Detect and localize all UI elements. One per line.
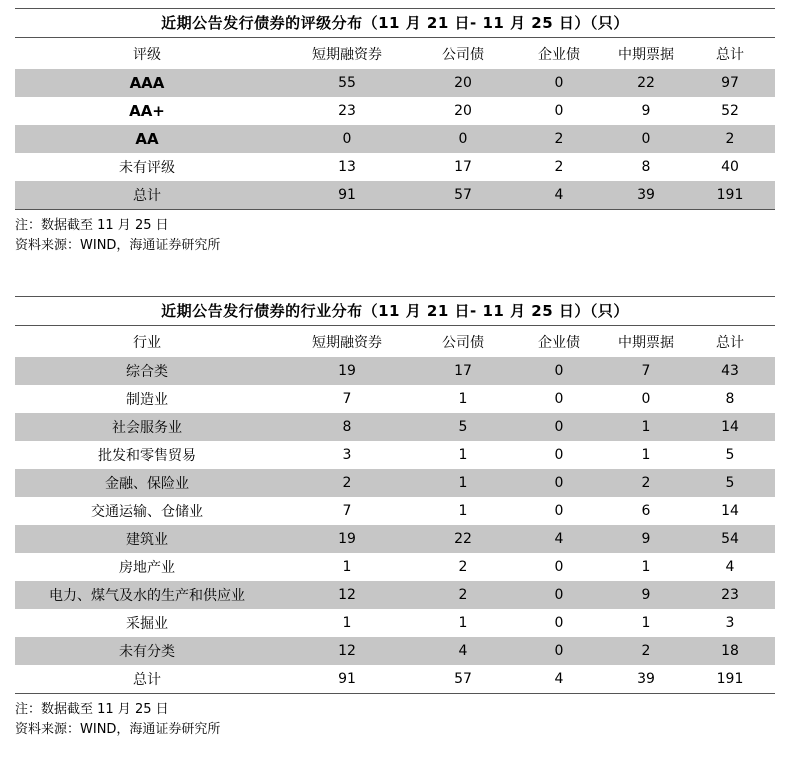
table-row bbox=[15, 637, 775, 665]
value-cell: 1 bbox=[458, 447, 468, 463]
value-cell: 0 bbox=[511, 413, 607, 441]
column-header: 中期票据 bbox=[618, 46, 674, 63]
table-row bbox=[15, 581, 775, 609]
table-row bbox=[15, 441, 775, 469]
value-cell: 5 bbox=[415, 413, 511, 441]
rating-distribution-block bbox=[15, 8, 775, 256]
value-cell: 43 bbox=[685, 357, 775, 385]
value-cell: 4 bbox=[511, 665, 607, 693]
row-label-cell: 房地产业 bbox=[119, 560, 175, 576]
row-label-cell: 交通运输、仓储业 bbox=[91, 504, 203, 520]
value-cell: 17 bbox=[454, 159, 472, 175]
table-row bbox=[15, 525, 775, 553]
value-cell: 12 bbox=[279, 637, 415, 665]
row-label-cell: AA bbox=[15, 125, 279, 153]
row-label-cell: AAA bbox=[15, 69, 279, 97]
row-label-cell: 采掘业 bbox=[126, 616, 168, 632]
column-header: 短期融资券 bbox=[312, 46, 382, 63]
value-cell: 0 bbox=[554, 559, 564, 575]
value-cell: 1 bbox=[415, 469, 511, 497]
table-row bbox=[15, 69, 775, 97]
column-header: 公司债 bbox=[442, 46, 484, 63]
value-cell: 52 bbox=[721, 103, 739, 119]
value-cell: 0 bbox=[554, 503, 564, 519]
value-cell: 7 bbox=[342, 391, 352, 407]
value-cell: 13 bbox=[338, 159, 356, 175]
value-cell: 91 bbox=[279, 181, 415, 209]
value-cell: 14 bbox=[685, 413, 775, 441]
value-cell: 23 bbox=[685, 581, 775, 609]
value-cell: 40 bbox=[721, 159, 739, 175]
row-label-cell: 社会服务业 bbox=[15, 413, 279, 441]
column-header: 短期融资券 bbox=[312, 334, 382, 351]
column-header: 中期票据 bbox=[618, 334, 674, 351]
value-cell: 7 bbox=[342, 503, 352, 519]
rating-table-notes bbox=[15, 216, 775, 256]
value-cell: 2 bbox=[511, 125, 607, 153]
value-cell: 2 bbox=[415, 581, 511, 609]
value-cell: 1 bbox=[458, 615, 468, 631]
value-cell: 12 bbox=[279, 581, 415, 609]
value-cell: 1 bbox=[641, 559, 651, 575]
value-cell: 0 bbox=[511, 469, 607, 497]
value-cell: 4 bbox=[511, 525, 607, 553]
column-header: 企业债 bbox=[538, 46, 580, 63]
value-cell: 4 bbox=[725, 559, 735, 575]
value-cell: 20 bbox=[415, 69, 511, 97]
value-cell: 9 bbox=[641, 103, 651, 119]
value-cell: 22 bbox=[415, 525, 511, 553]
row-label-cell: 制造业 bbox=[126, 392, 168, 408]
date-note: 注：数据截至 11 月 25 日 bbox=[15, 701, 169, 717]
value-cell: 18 bbox=[685, 637, 775, 665]
value-cell: 0 bbox=[511, 69, 607, 97]
value-cell: 8 bbox=[279, 413, 415, 441]
row-label-cell: 总计 bbox=[15, 665, 279, 693]
value-cell: 97 bbox=[685, 69, 775, 97]
column-header: 行业 bbox=[133, 334, 161, 351]
value-cell: 0 bbox=[279, 125, 415, 153]
value-cell: 5 bbox=[725, 447, 735, 463]
value-cell: 1 bbox=[458, 391, 468, 407]
value-cell: 39 bbox=[607, 181, 685, 209]
table-row bbox=[15, 181, 775, 209]
value-cell: 14 bbox=[721, 503, 739, 519]
table-row bbox=[15, 97, 775, 125]
table-row bbox=[15, 413, 775, 441]
value-cell: 2 bbox=[554, 159, 564, 175]
column-header: 企业债 bbox=[538, 334, 580, 351]
value-cell: 91 bbox=[279, 665, 415, 693]
row-label-cell: 未有评级 bbox=[119, 160, 175, 176]
value-cell: 1 bbox=[342, 559, 352, 575]
table-row bbox=[15, 497, 775, 525]
table-row bbox=[15, 665, 775, 693]
source-note: 资料来源：WIND，海通证券研究所 bbox=[15, 721, 221, 737]
column-header: 评级 bbox=[133, 46, 161, 63]
value-cell: 9 bbox=[607, 525, 685, 553]
value-cell: 2 bbox=[458, 559, 468, 575]
value-cell: 0 bbox=[554, 103, 564, 119]
table-header-row bbox=[15, 38, 775, 69]
value-cell: 0 bbox=[511, 357, 607, 385]
value-cell: 3 bbox=[725, 615, 735, 631]
value-cell: 6 bbox=[641, 503, 651, 519]
value-cell: 5 bbox=[685, 469, 775, 497]
table-header-row bbox=[15, 326, 775, 357]
value-cell: 2 bbox=[685, 125, 775, 153]
value-cell: 1 bbox=[641, 615, 651, 631]
value-cell: 20 bbox=[454, 103, 472, 119]
value-cell: 1 bbox=[342, 615, 352, 631]
column-header: 公司债 bbox=[442, 334, 484, 351]
value-cell: 19 bbox=[279, 357, 415, 385]
value-cell: 2 bbox=[607, 469, 685, 497]
table-row bbox=[15, 553, 775, 581]
industry-table-notes bbox=[15, 700, 775, 740]
column-header: 总计 bbox=[716, 334, 744, 351]
rating-distribution-table bbox=[15, 38, 775, 210]
value-cell: 55 bbox=[279, 69, 415, 97]
value-cell: 17 bbox=[415, 357, 511, 385]
value-cell: 191 bbox=[685, 181, 775, 209]
column-header: 总计 bbox=[716, 46, 744, 63]
table-row bbox=[15, 357, 775, 385]
value-cell: 39 bbox=[607, 665, 685, 693]
industry-distribution-block bbox=[15, 296, 775, 740]
value-cell: 191 bbox=[685, 665, 775, 693]
value-cell: 0 bbox=[415, 125, 511, 153]
value-cell: 4 bbox=[415, 637, 511, 665]
table-row bbox=[15, 609, 775, 637]
value-cell: 1 bbox=[641, 447, 651, 463]
value-cell: 4 bbox=[511, 181, 607, 209]
value-cell: 3 bbox=[342, 447, 352, 463]
value-cell: 23 bbox=[338, 103, 356, 119]
row-label-cell: 金融、保险业 bbox=[15, 469, 279, 497]
value-cell: 19 bbox=[279, 525, 415, 553]
rating-table-title: 近期公告发行债券的评级分布（11 月 21 日- 11 月 25 日）（只） bbox=[15, 8, 775, 38]
row-label-cell: 电力、煤气及水的生产和供应业 bbox=[15, 581, 279, 609]
row-label-cell: AA+ bbox=[129, 102, 165, 120]
value-cell: 2 bbox=[279, 469, 415, 497]
row-label-cell: 综合类 bbox=[15, 357, 279, 385]
table-row bbox=[15, 385, 775, 413]
value-cell: 0 bbox=[554, 391, 564, 407]
value-cell: 1 bbox=[458, 503, 468, 519]
value-cell: 54 bbox=[685, 525, 775, 553]
table-row bbox=[15, 153, 775, 181]
row-label-cell: 总计 bbox=[15, 181, 279, 209]
industry-distribution-table bbox=[15, 326, 775, 694]
row-label-cell: 未有分类 bbox=[15, 637, 279, 665]
row-label-cell: 批发和零售贸易 bbox=[98, 448, 196, 464]
table-row bbox=[15, 469, 775, 497]
value-cell: 57 bbox=[415, 665, 511, 693]
row-label-cell: 建筑业 bbox=[15, 525, 279, 553]
table-row bbox=[15, 125, 775, 153]
value-cell: 9 bbox=[607, 581, 685, 609]
source-note: 资料来源：WIND，海通证券研究所 bbox=[15, 237, 221, 253]
value-cell: 1 bbox=[607, 413, 685, 441]
value-cell: 2 bbox=[607, 637, 685, 665]
value-cell: 8 bbox=[725, 391, 735, 407]
date-note: 注：数据截至 11 月 25 日 bbox=[15, 217, 169, 233]
value-cell: 0 bbox=[511, 637, 607, 665]
value-cell: 0 bbox=[607, 125, 685, 153]
value-cell: 0 bbox=[554, 447, 564, 463]
industry-table-title: 近期公告发行债券的行业分布（11 月 21 日- 11 月 25 日）（只） bbox=[15, 296, 775, 326]
value-cell: 22 bbox=[607, 69, 685, 97]
value-cell: 0 bbox=[511, 581, 607, 609]
value-cell: 0 bbox=[641, 391, 651, 407]
value-cell: 57 bbox=[415, 181, 511, 209]
value-cell: 8 bbox=[641, 159, 651, 175]
value-cell: 0 bbox=[554, 615, 564, 631]
value-cell: 7 bbox=[607, 357, 685, 385]
